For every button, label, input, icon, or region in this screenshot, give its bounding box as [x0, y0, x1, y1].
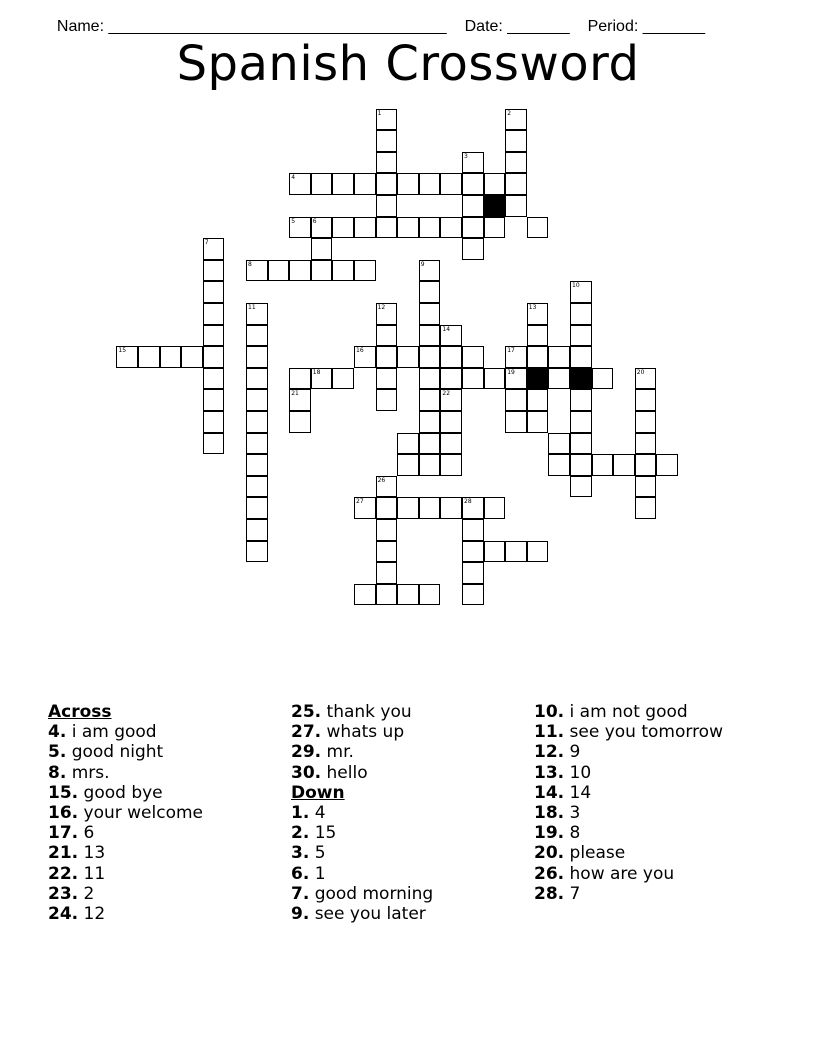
grid-cell[interactable]: [527, 541, 549, 563]
across-clue-list: [48, 722, 288, 924]
grid-cell[interactable]: [376, 541, 398, 563]
clue-item-text: thank you: [321, 702, 412, 722]
grid-cell[interactable]: [505, 368, 527, 390]
clue-item-text: hello: [321, 762, 368, 783]
clue-item-text: please: [564, 843, 626, 864]
grid-cell[interactable]: [397, 173, 419, 195]
grid-cell[interactable]: [570, 325, 592, 347]
grid-cell[interactable]: [570, 433, 592, 455]
clue-item: [291, 742, 531, 762]
clue-item-text: mrs.: [66, 762, 110, 783]
clue-item: [48, 783, 288, 803]
grid-cell[interactable]: [397, 497, 419, 519]
clue-number: 27: [356, 498, 364, 506]
clue-number: 8: [248, 260, 252, 268]
grid-cell[interactable]: [203, 368, 225, 390]
clue-item-text: 5: [309, 843, 326, 864]
clue-item-text: 12: [78, 904, 106, 925]
grid-cell[interactable]: [203, 303, 225, 325]
clue-item-text: see you tomorrow: [564, 722, 723, 743]
grid-cell[interactable]: [440, 217, 462, 239]
clue-item-number: 21.: [48, 843, 79, 864]
grid-block: [570, 368, 592, 390]
grid-cell[interactable]: [419, 217, 441, 239]
clue-item-number: 17.: [48, 823, 79, 844]
grid-block: [527, 368, 549, 390]
clue-item-text: mr.: [321, 742, 354, 763]
grid-cell[interactable]: [311, 260, 333, 282]
grid-cell[interactable]: [527, 303, 549, 325]
clue-item-text: 10: [564, 762, 592, 783]
grid-cell[interactable]: [505, 389, 527, 411]
clue-item-text: 7: [564, 883, 581, 904]
grid-cell[interactable]: [203, 433, 225, 455]
grid-cell[interactable]: [116, 346, 138, 368]
clue-number: 21: [291, 390, 299, 398]
clue-column-3: [534, 702, 774, 904]
clue-number: 13: [528, 304, 537, 311]
clue-number: 20: [636, 368, 645, 376]
clue-item-text: see you later: [309, 904, 426, 925]
clue-item-number: 11.: [534, 722, 565, 743]
clue-item-number: 22.: [48, 863, 79, 884]
clue-item-text: 9: [564, 742, 581, 763]
clue-number: 1: [377, 109, 382, 117]
grid-cell[interactable]: [246, 325, 268, 347]
grid-cell[interactable]: [419, 497, 441, 519]
clue-number: 12: [377, 304, 386, 311]
grid-cell[interactable]: [289, 260, 311, 282]
clue-item-text: good night: [66, 742, 164, 763]
grid-cell[interactable]: [246, 346, 268, 368]
clue-item: [291, 864, 531, 884]
grid-cell[interactable]: [419, 368, 441, 390]
clue-item-number: 5.: [48, 742, 67, 763]
grid-cell[interactable]: [354, 497, 376, 519]
clue-item-number: 12.: [534, 742, 565, 763]
grid-cell[interactable]: [505, 541, 527, 563]
grid-cell[interactable]: [462, 238, 484, 260]
grid-cell[interactable]: [635, 411, 657, 433]
clue-item-number: 15.: [48, 782, 79, 803]
grid-cell[interactable]: [505, 195, 527, 217]
clue-item-text: 4: [309, 803, 326, 824]
clue-item-text: i am good: [66, 722, 157, 743]
grid-cell[interactable]: [548, 454, 570, 476]
grid-cell[interactable]: [440, 497, 462, 519]
grid-cell[interactable]: [505, 130, 527, 152]
grid-cell[interactable]: [548, 368, 570, 390]
grid-cell[interactable]: [462, 368, 484, 390]
clue-item: [291, 763, 531, 783]
grid-cell[interactable]: [462, 217, 484, 239]
grid-cell[interactable]: [246, 433, 268, 455]
name-field[interactable]: Name: ______________________________________: [56, 18, 447, 35]
grid-cell[interactable]: [397, 217, 419, 239]
grid-cell[interactable]: [376, 303, 398, 325]
grid-cell[interactable]: [376, 476, 398, 498]
clue-item-number: 29.: [291, 742, 322, 763]
grid-cell[interactable]: [181, 346, 203, 368]
grid-cell[interactable]: [570, 411, 592, 433]
grid-cell[interactable]: [268, 260, 290, 282]
grid-cell[interactable]: [203, 346, 225, 368]
grid-cell[interactable]: [462, 497, 484, 519]
grid-cell[interactable]: [548, 346, 570, 368]
grid-cell[interactable]: [289, 411, 311, 433]
clue-item: [291, 722, 531, 742]
clue-item: [534, 884, 774, 904]
grid-cell[interactable]: [505, 109, 527, 131]
grid-cell[interactable]: [419, 411, 441, 433]
grid-cell[interactable]: [354, 584, 376, 606]
clue-item: [291, 803, 531, 823]
clue-item: [534, 803, 774, 823]
grid-block: [484, 195, 506, 217]
clue-item-text: 1: [309, 863, 326, 884]
grid-cell[interactable]: [376, 562, 398, 584]
grid-cell[interactable]: [635, 476, 657, 498]
clue-number: 4: [291, 174, 296, 182]
clue-item: [291, 843, 531, 863]
clue-item: [48, 884, 288, 904]
grid-cell[interactable]: [376, 217, 398, 239]
clue-item-number: 28.: [534, 883, 565, 904]
clue-item: [48, 763, 288, 783]
grid-cell[interactable]: [246, 411, 268, 433]
grid-cell[interactable]: [440, 454, 462, 476]
grid-cell[interactable]: [570, 389, 592, 411]
grid-cell[interactable]: [484, 173, 506, 195]
clue-item: [48, 904, 288, 924]
clue-item-text: your welcome: [78, 803, 204, 824]
grid-cell[interactable]: [311, 217, 333, 239]
clue-number: 26: [377, 476, 386, 484]
grid-cell[interactable]: [505, 346, 527, 368]
grid-cell[interactable]: [289, 217, 311, 239]
grid-cell[interactable]: [462, 173, 484, 195]
clue-number: 3: [464, 152, 468, 160]
grid-cell[interactable]: [635, 497, 657, 519]
grid-cell[interactable]: [397, 346, 419, 368]
clue-number: 15: [118, 347, 127, 355]
grid-cell[interactable]: [656, 454, 678, 476]
grid-cell[interactable]: [419, 389, 441, 411]
clue-item-number: 10.: [534, 702, 565, 722]
clue-item-number: 13.: [534, 762, 565, 783]
clue-number: 28: [464, 498, 472, 506]
clue-item-number: 25.: [291, 702, 322, 722]
clue-number: 7: [204, 239, 209, 247]
grid-cell[interactable]: [376, 152, 398, 174]
clue-number: 18: [312, 368, 321, 376]
grid-cell[interactable]: [462, 519, 484, 541]
grid-cell[interactable]: [354, 217, 376, 239]
clue-number: 6: [312, 217, 317, 225]
grid-cell[interactable]: [462, 541, 484, 563]
grid-cell[interactable]: [440, 368, 462, 390]
grid-cell[interactable]: [419, 173, 441, 195]
clue-item: [291, 884, 531, 904]
clue-item-text: 13: [78, 843, 106, 864]
clue-item-text: 8: [564, 823, 581, 844]
grid-cell[interactable]: [484, 497, 506, 519]
grid-cell[interactable]: [311, 238, 333, 260]
down-clue-list: [291, 803, 531, 924]
grid-cell[interactable]: [570, 454, 592, 476]
clue-item: [48, 843, 288, 863]
clue-item: [48, 722, 288, 742]
grid-cell[interactable]: [332, 368, 354, 390]
clue-number: 5: [291, 217, 296, 225]
clue-item: [534, 823, 774, 843]
grid-cell[interactable]: [332, 173, 354, 195]
clue-column-1: [48, 702, 288, 924]
grid-cell[interactable]: [332, 260, 354, 282]
grid-cell[interactable]: [311, 173, 333, 195]
grid-cell[interactable]: [527, 411, 549, 433]
grid-cell[interactable]: [462, 152, 484, 174]
grid-cell[interactable]: [289, 368, 311, 390]
grid-cell[interactable]: [527, 346, 549, 368]
grid-cell[interactable]: [397, 454, 419, 476]
clue-number: 2: [507, 109, 512, 117]
across-heading: Across: [48, 702, 112, 722]
clue-item: [534, 702, 774, 722]
grid-cell[interactable]: [246, 389, 268, 411]
grid-cell[interactable]: [376, 346, 398, 368]
clue-number: 9: [420, 260, 425, 268]
grid-cell[interactable]: [419, 454, 441, 476]
grid-cell[interactable]: [203, 389, 225, 411]
clue-item-number: 19.: [534, 823, 565, 844]
grid-cell[interactable]: [376, 109, 398, 131]
clue-item-text: good bye: [78, 782, 163, 803]
grid-cell[interactable]: [419, 325, 441, 347]
grid-cell[interactable]: [246, 260, 268, 282]
grid-cell[interactable]: [440, 411, 462, 433]
grid-cell[interactable]: [440, 325, 462, 347]
clue-item: [291, 823, 531, 843]
clue-item: [291, 904, 531, 924]
clue-item: [534, 864, 774, 884]
grid-cell[interactable]: [527, 217, 549, 239]
grid-cell[interactable]: [570, 303, 592, 325]
grid-cell[interactable]: [440, 173, 462, 195]
clue-item-number: 23.: [48, 883, 79, 904]
clue-number: 10: [572, 282, 580, 290]
grid-cell[interactable]: [419, 346, 441, 368]
grid-cell[interactable]: [592, 454, 614, 476]
grid-cell[interactable]: [548, 433, 570, 455]
clue-item-text: 3: [564, 803, 581, 824]
grid-cell[interactable]: [246, 541, 268, 563]
clue-item-number: 8.: [48, 762, 67, 783]
clue-item-number: 9.: [291, 904, 310, 925]
grid-cell[interactable]: [311, 368, 333, 390]
grid-cell[interactable]: [419, 303, 441, 325]
clue-item: [48, 864, 288, 884]
clue-item-number: 2.: [291, 823, 310, 844]
grid-cell[interactable]: [376, 325, 398, 347]
grid-cell[interactable]: [376, 519, 398, 541]
grid-cell[interactable]: [570, 346, 592, 368]
grid-cell[interactable]: [462, 584, 484, 606]
grid-cell[interactable]: [354, 173, 376, 195]
clue-item-text: good morning: [309, 883, 434, 904]
grid-cell[interactable]: [246, 454, 268, 476]
grid-cell[interactable]: [440, 433, 462, 455]
clue-item-number: 16.: [48, 803, 79, 824]
grid-cell[interactable]: [570, 476, 592, 498]
grid-cell[interactable]: [592, 368, 614, 390]
clue-item: [534, 843, 774, 863]
across-clue-list-continued: [291, 702, 531, 783]
clue-item-number: 30.: [291, 762, 322, 783]
clue-item-text: 6: [78, 823, 95, 844]
grid-cell[interactable]: [484, 217, 506, 239]
grid-cell[interactable]: [203, 238, 225, 260]
grid-cell[interactable]: [462, 562, 484, 584]
clue-item-number: 1.: [291, 803, 310, 824]
date-field[interactable]: Date: _______: [464, 18, 570, 35]
grid-cell[interactable]: [484, 541, 506, 563]
grid-cell[interactable]: [505, 152, 527, 174]
clue-item-number: 14.: [534, 782, 565, 803]
clue-item-text: 2: [78, 883, 95, 904]
period-field[interactable]: Period: _______: [587, 18, 706, 35]
clue-item-text: whats up: [321, 722, 405, 743]
grid-cell[interactable]: [376, 130, 398, 152]
clue-item: [48, 742, 288, 762]
grid-cell[interactable]: [635, 454, 657, 476]
clue-item: [534, 783, 774, 803]
grid-cell[interactable]: [527, 389, 549, 411]
grid-cell[interactable]: [246, 497, 268, 519]
clue-item-number: 20.: [534, 843, 565, 864]
grid-cell[interactable]: [203, 260, 225, 282]
grid-cell[interactable]: [462, 346, 484, 368]
clue-column-2: [291, 702, 531, 924]
grid-cell[interactable]: [376, 389, 398, 411]
grid-cell[interactable]: [289, 389, 311, 411]
clue-item: [534, 742, 774, 762]
grid-cell[interactable]: [246, 368, 268, 390]
clue-item-number: 26.: [534, 863, 565, 884]
grid-cell[interactable]: [397, 433, 419, 455]
clue-item-number: 27.: [291, 722, 322, 743]
grid-cell[interactable]: [246, 519, 268, 541]
clue-item-text: 14: [564, 782, 592, 803]
grid-cell[interactable]: [376, 195, 398, 217]
grid-cell[interactable]: [397, 584, 419, 606]
grid-cell[interactable]: [505, 173, 527, 195]
clue-item-number: 7.: [291, 883, 310, 904]
grid-cell[interactable]: [484, 368, 506, 390]
grid-cell[interactable]: [419, 433, 441, 455]
grid-cell[interactable]: [419, 260, 441, 282]
grid-cell[interactable]: [613, 454, 635, 476]
grid-cell[interactable]: [203, 411, 225, 433]
clue-number: 22: [442, 390, 451, 398]
clue-item: [48, 823, 288, 843]
grid-cell[interactable]: [138, 346, 160, 368]
grid-cell[interactable]: [203, 281, 225, 303]
grid-cell[interactable]: [440, 346, 462, 368]
clue-number: 11: [248, 304, 256, 311]
clue-item-number: 3.: [291, 843, 310, 864]
grid-cell[interactable]: [376, 497, 398, 519]
grid-cell[interactable]: [419, 281, 441, 303]
clue-item-number: 24.: [48, 904, 79, 925]
clue-item-number: 4.: [48, 722, 67, 743]
grid-cell[interactable]: [570, 281, 592, 303]
clue-item-text: 15: [309, 823, 337, 844]
grid-cell[interactable]: [332, 217, 354, 239]
grid-cell[interactable]: [203, 325, 225, 347]
clue-item-text: how are you: [564, 863, 675, 884]
grid-cell[interactable]: [376, 584, 398, 606]
grid-cell[interactable]: [440, 389, 462, 411]
grid-cell[interactable]: [376, 368, 398, 390]
clue-item-number: 18.: [534, 803, 565, 824]
grid-cell[interactable]: [635, 389, 657, 411]
grid-cell[interactable]: [505, 411, 527, 433]
clue-item: [48, 803, 288, 823]
clue-number: 17: [507, 347, 515, 355]
grid-cell[interactable]: [289, 173, 311, 195]
clue-item-number: 6.: [291, 863, 310, 884]
clue-item: [534, 722, 774, 742]
clue-number: 14: [442, 325, 451, 333]
grid-cell[interactable]: [419, 584, 441, 606]
clue-item-text: 11: [78, 863, 106, 884]
down-heading: Down: [291, 782, 345, 803]
clue-number: 19: [507, 368, 515, 376]
grid-cell[interactable]: [160, 346, 182, 368]
grid-cell[interactable]: [635, 433, 657, 455]
grid-cell[interactable]: [246, 303, 268, 325]
down-clue-list-continued: [534, 702, 774, 904]
page-title: Spanish Crossword: [176, 36, 640, 92]
clue-number: 16: [356, 347, 364, 355]
clue-item: [534, 763, 774, 783]
clue-item: [291, 702, 531, 722]
grid-cell[interactable]: [462, 195, 484, 217]
grid-cell[interactable]: [376, 173, 398, 195]
grid-cell[interactable]: [354, 260, 376, 282]
grid-cell[interactable]: [354, 346, 376, 368]
grid-cell[interactable]: [527, 325, 549, 347]
clue-item-text: i am not good: [564, 702, 688, 722]
grid-cell[interactable]: [635, 368, 657, 390]
grid-cell[interactable]: [246, 476, 268, 498]
